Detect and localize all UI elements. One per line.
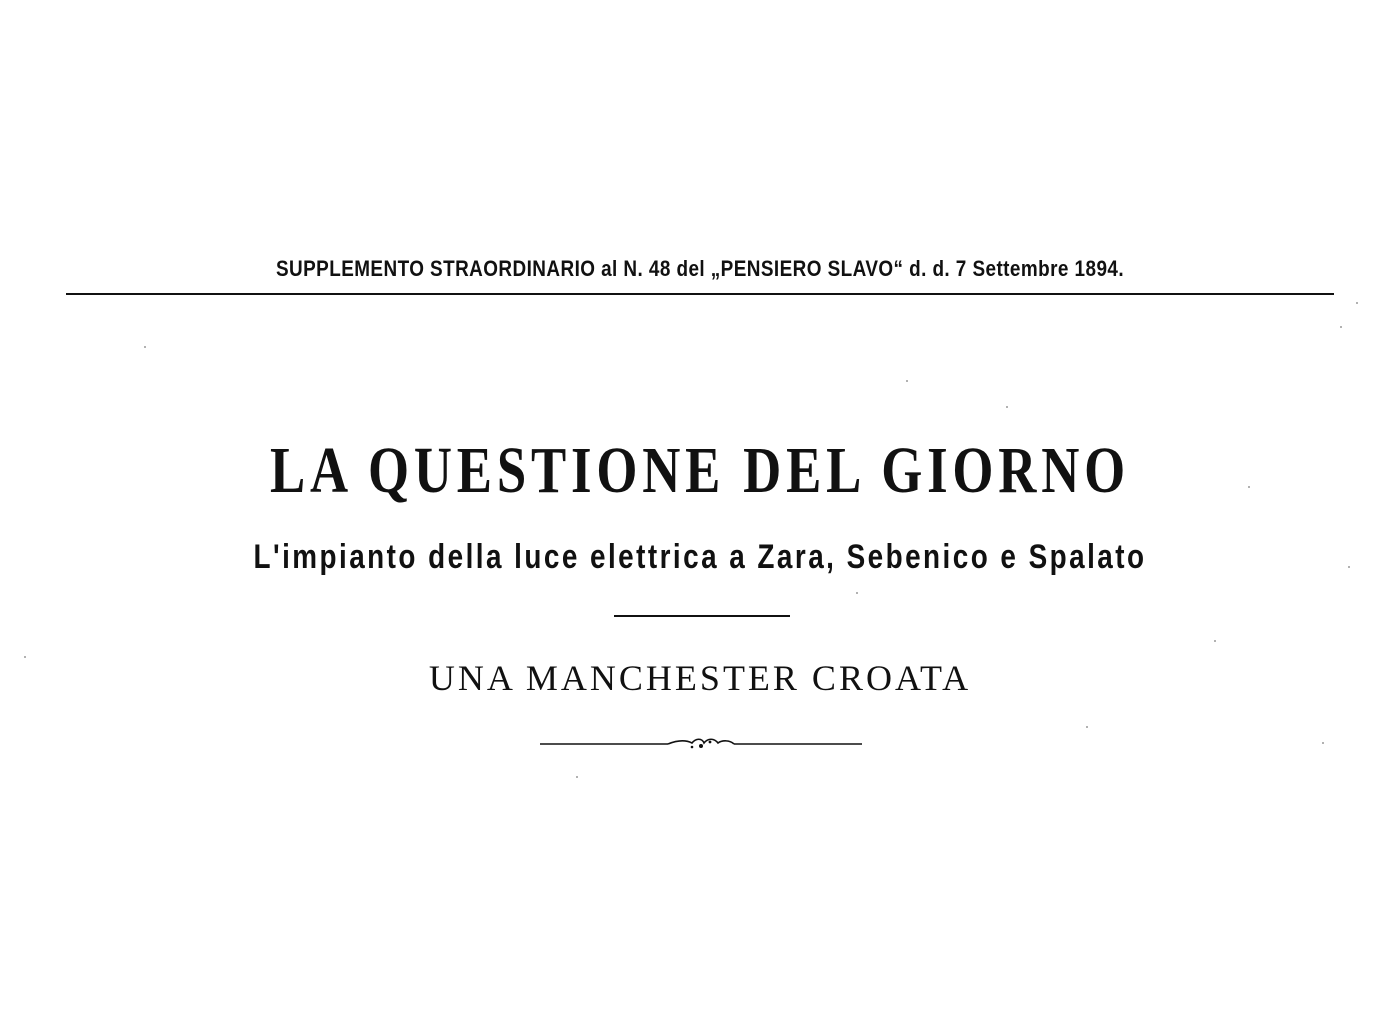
print-speck — [1006, 406, 1008, 408]
print-speck — [576, 776, 578, 778]
print-speck — [1248, 486, 1250, 488]
article-subtitle: L'impianto della luce elettrica a Zara, Sebenico e Spalato — [253, 538, 1147, 576]
section-heading: UNA MANCHESTER CROATA — [428, 658, 972, 698]
supplement-header: SUPPLEMENTO STRAORDINARIO al N. 48 del „PENSIERO SLAVO“ d. d. 7 Settembre 1894. — [275, 256, 1125, 281]
header-rule — [66, 293, 1334, 295]
print-speck — [1356, 302, 1358, 304]
title-divider-rule — [614, 615, 790, 617]
print-speck — [24, 656, 26, 658]
ornamental-divider — [540, 734, 862, 754]
print-speck — [1348, 566, 1350, 568]
print-speck — [144, 346, 146, 348]
print-speck — [856, 592, 858, 594]
print-speck — [1340, 326, 1342, 328]
print-speck — [1322, 742, 1324, 744]
article-title: LA QUESTIONE DEL GIORNO — [269, 434, 1131, 507]
print-speck — [906, 380, 908, 382]
print-speck — [1086, 726, 1088, 728]
print-speck — [1214, 640, 1216, 642]
